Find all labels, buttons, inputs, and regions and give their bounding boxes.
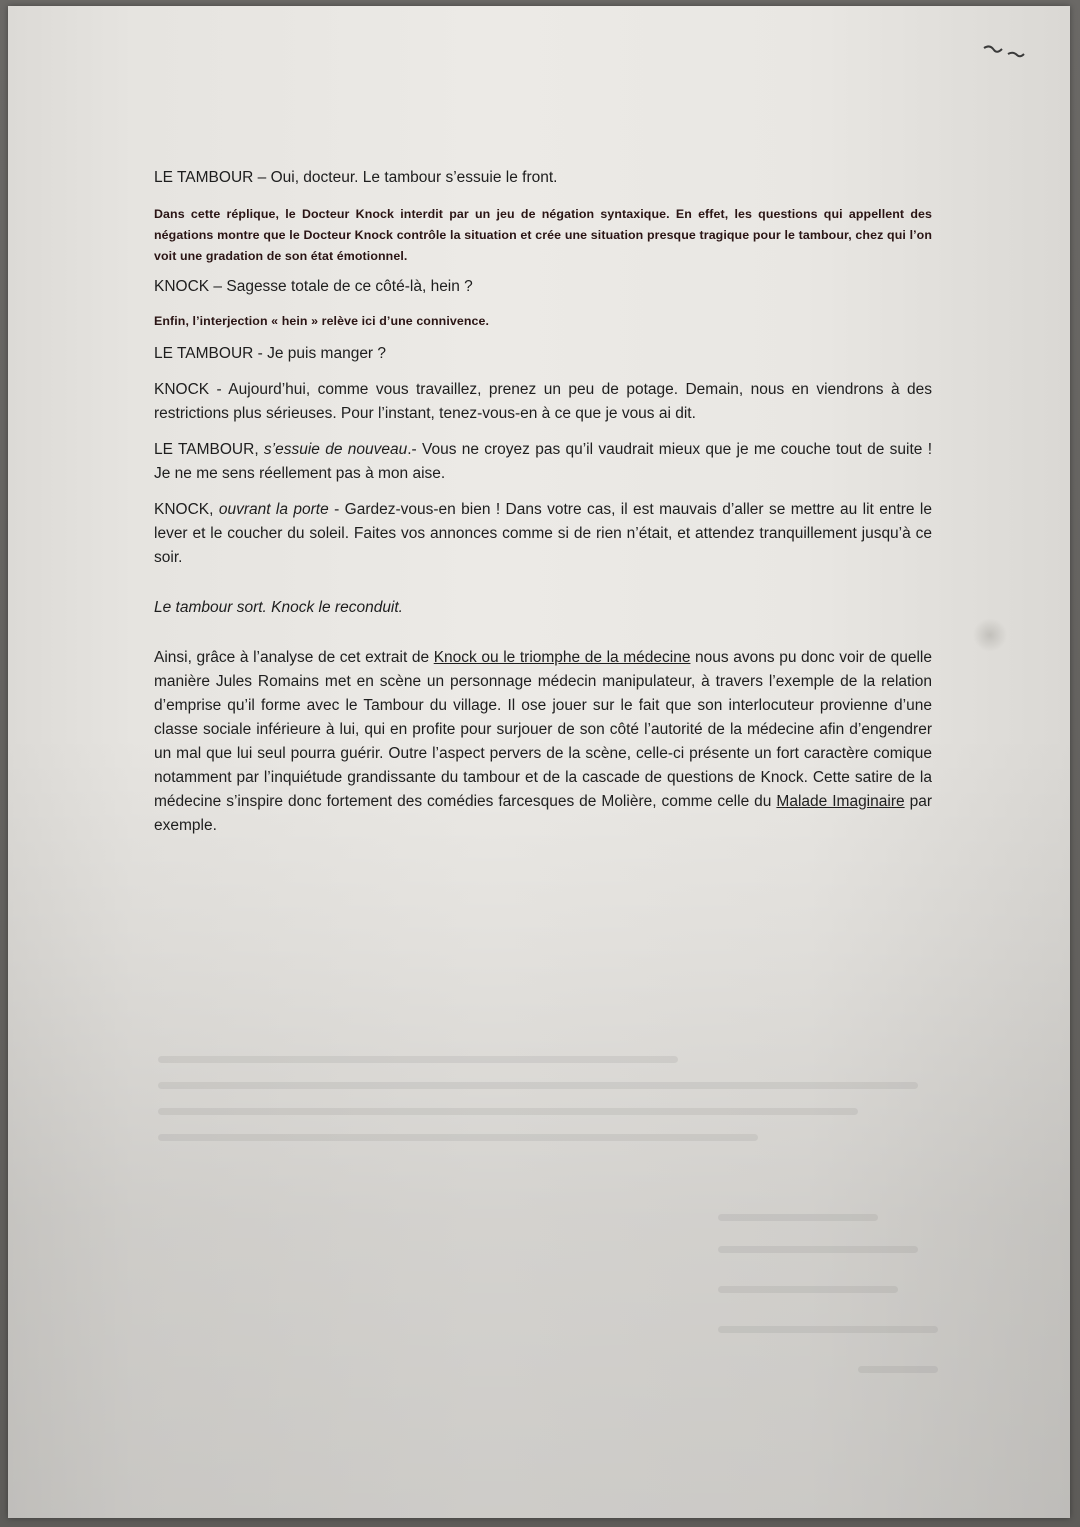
dialogue-text: Gardez-vous-en bien ! Dans votre cas, il est mauvais d’aller se mettre au lit entre le lever et le coucher du soleil. Faites vos annonces comme si de rien n’était, et attendez tranquillement jusqu’à ce soir. (154, 501, 932, 566)
document-body (154, 164, 932, 838)
dialogue-text: Sagesse totale de ce côté-là, hein ? (226, 278, 473, 295)
paper-smudge (973, 618, 1007, 652)
speaker-name: LE TAMBOUR (154, 169, 254, 186)
analysis-text: Dans cette réplique, le Docteur Knock interdit par un jeu de négation syntaxique. En effet, les questions qui appellent des négations montre que le Docteur Knock contrôle la situation et crée une situation presque tragique pour le tambour, chez qui l’on voit une gradation de son état émotionnel. (154, 207, 932, 263)
dialogue-line-knock: KNOCK, ouvrant la porte - Gardez-vous-en bien ! Dans votre cas, il est mauvais d’aller se mettre au lit entre le lever et le coucher du soleil. Faites vos annonces comme si de rien n’était, et attendez tranquillement jusqu’à ce soir. (154, 501, 932, 566)
analysis-text: Enfin, l’interjection « hein » relève ici d’une connivence. (154, 314, 490, 328)
stage-direction-text: Le tambour sort. Knock le reconduit. (154, 599, 403, 616)
speaker-name: LE TAMBOUR (154, 345, 254, 362)
stage-direction-line (154, 596, 932, 620)
dialogue-line-tambour (154, 342, 932, 366)
dialogue-text: Je puis manger ? (267, 345, 387, 362)
conclusion-text-start: Ainsi, grâce à l’analyse de cet extrait de (154, 649, 434, 666)
stage-direction: s’essuie de nouveau (263, 441, 408, 458)
dialogue-line-tambour: LE TAMBOUR, s’essuie de nouveau.- Vous ne croyez pas qu’il vaudrait mieux que je me couche tout de suite ! Je ne me sens réellement pas à mon aise. (154, 441, 932, 482)
separator: - (253, 345, 268, 362)
speaker-name: KNOCK (154, 501, 210, 518)
separator: .- (407, 441, 422, 458)
dialogue-line-tambour (154, 166, 932, 190)
conclusion-paragraph (154, 646, 932, 838)
conclusion-text-end: par exemple. (154, 793, 932, 834)
handwritten-scribble-mark (980, 40, 1030, 70)
separator: – (253, 169, 271, 186)
separator: - (328, 501, 345, 518)
analysis-note (154, 311, 932, 332)
speaker-name: KNOCK (154, 381, 210, 398)
speaker-name: LE TAMBOUR (154, 441, 255, 458)
stage-direction: ouvrant la porte (218, 501, 329, 518)
dialogue-text: Aujourd’hui, comme vous travaillez, prenez un peu de potage. Demain, nous en viendrons à des restrictions plus sérieuses. Pour l’instant, tenez-vous-en à ce que je vous ai dit. (154, 381, 932, 422)
dialogue-line-knock (154, 378, 932, 426)
reference-title: Malade Imaginaire (776, 793, 905, 810)
show-through-text (158, 886, 938, 1486)
paper-sheet (8, 6, 1070, 1518)
conclusion-text-middle: nous avons pu donc voir de quelle manière Jules Romains met en scène un personnage médecin manipulateur, à travers l’exemple de la relation d’emprise qu’il forme avec le Tambour du village. Il ose jouer sur le fait que son interlocuteur provienne d’une classe sociale inférieure à lui, qui en profite pour surjouer de son côté l’autorité de la médecine afin d’engendrer un mal que lui seul pourra guérir. Outre l’aspect pervers de la scène, celle-ci présente un fort caractère comique notamment par l’inquiétude grandissante du tambour et de la cascade de questions de Knock. Cette satire de la médecine s’inspire donc fortement des comédies farcesques de Molière, comme celle du (154, 649, 932, 810)
dialogue-text: Oui, docteur. Le tambour s’essuie le front. (270, 169, 558, 186)
analysis-note (154, 204, 932, 267)
work-title: Knock ou le triomphe de la médecine (433, 649, 691, 666)
separator: – (209, 278, 227, 295)
separator: - (209, 381, 229, 398)
speaker-name: KNOCK (154, 278, 210, 295)
dialogue-line-knock (154, 275, 932, 299)
dialogue-text: Vous ne croyez pas qu’il vaudrait mieux que je me couche tout de suite ! Je ne me sens réellement pas à mon aise. (154, 441, 932, 482)
